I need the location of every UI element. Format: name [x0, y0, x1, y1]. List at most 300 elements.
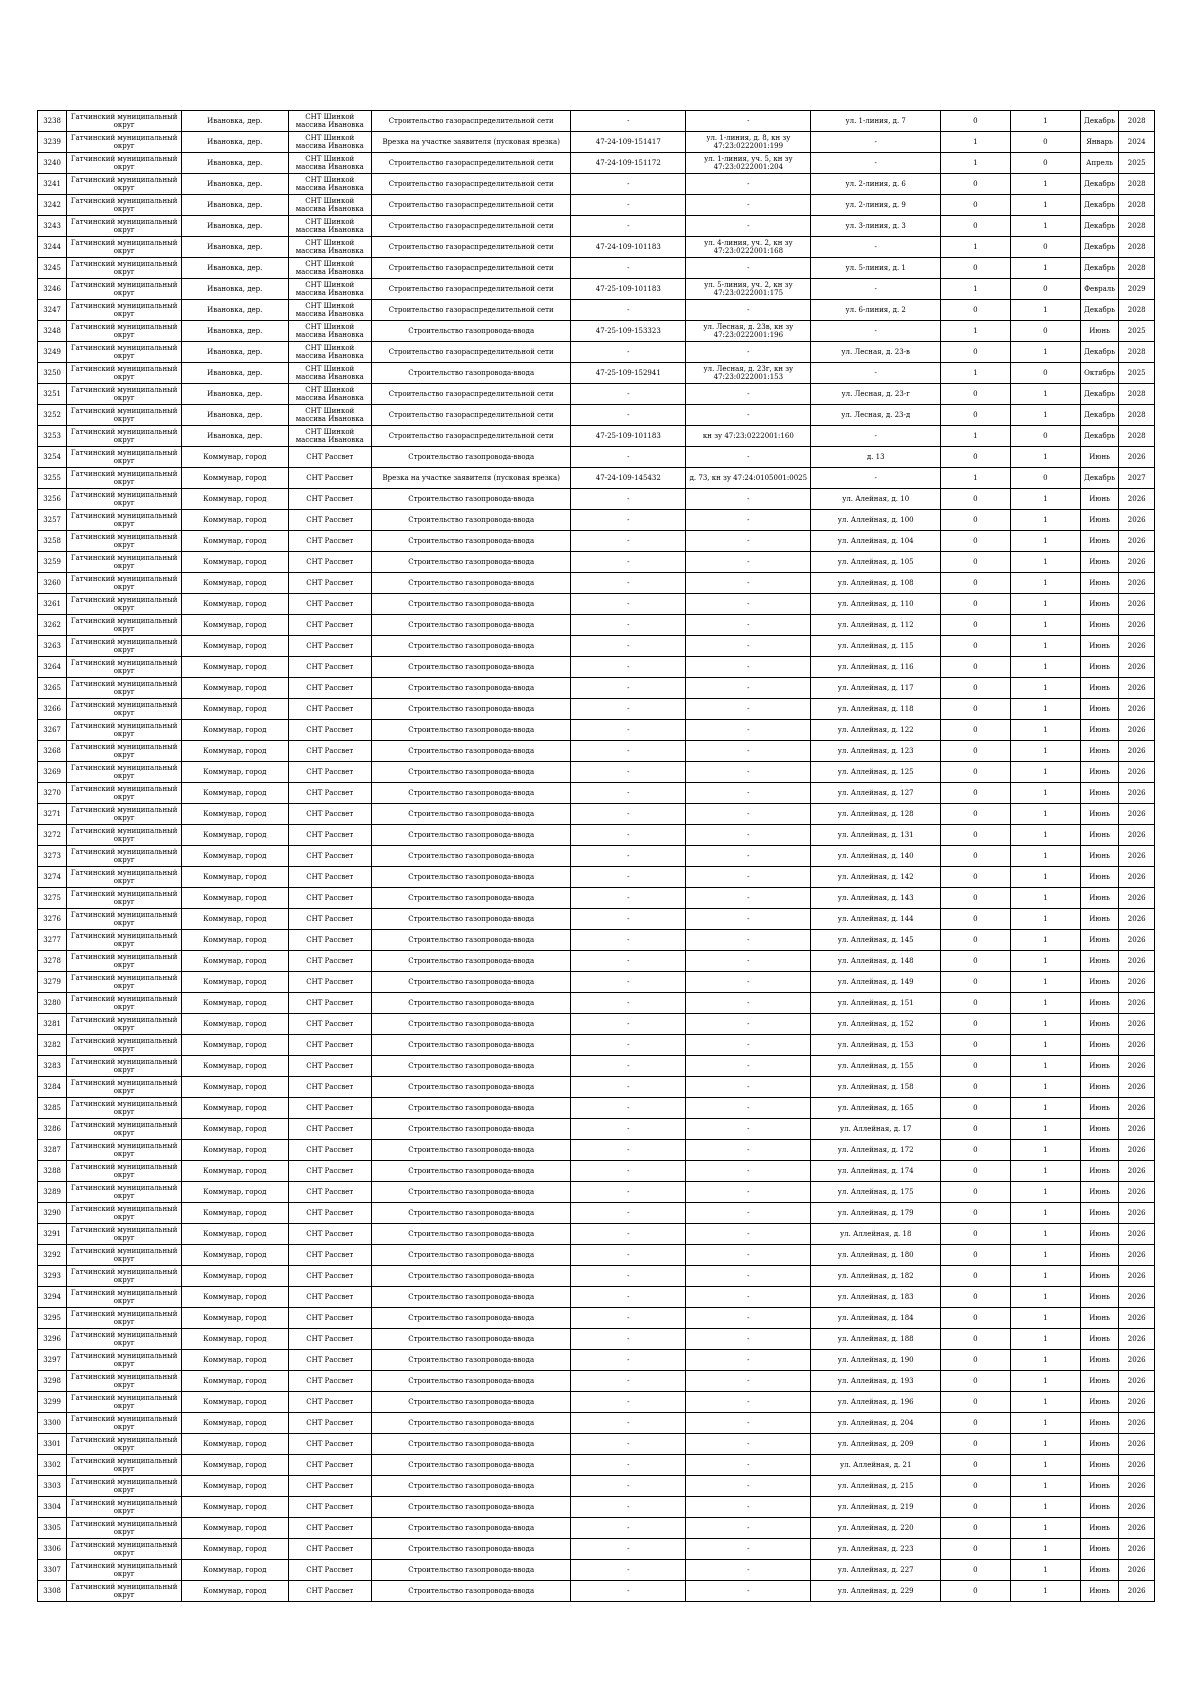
- year-cell: 2026: [1119, 762, 1155, 783]
- cadastral-cell: -: [686, 951, 811, 972]
- settlement-cell: Коммунар, город: [182, 1497, 288, 1518]
- cadastral-cell: -: [686, 1518, 811, 1539]
- flag-a-cell: 0: [940, 1098, 1010, 1119]
- table-row: [38, 657, 1155, 678]
- year-cell: 2026: [1119, 888, 1155, 909]
- application-number-cell: 47-24-109-101183: [571, 237, 686, 258]
- application-number-cell: 47-25-109-152941: [571, 363, 686, 384]
- district-cell: Гатчинский муниципальный округ: [67, 615, 182, 636]
- table-row: [38, 699, 1155, 720]
- settlement-cell: Коммунар, город: [182, 468, 288, 489]
- application-number-cell: -: [571, 489, 686, 510]
- settlement-cell: Коммунар, город: [182, 1035, 288, 1056]
- settlement-cell: Коммунар, город: [182, 825, 288, 846]
- flag-b-cell: 1: [1010, 1182, 1080, 1203]
- cadastral-cell: -: [686, 447, 811, 468]
- flag-b-cell: 1: [1010, 1161, 1080, 1182]
- settlement-cell: Коммунар, город: [182, 762, 288, 783]
- year-cell: 2028: [1119, 258, 1155, 279]
- table-row: [38, 531, 1155, 552]
- application-number-cell: -: [571, 1014, 686, 1035]
- flag-a-cell: 0: [940, 825, 1010, 846]
- snt-cell: СНТ Рассвет: [288, 1308, 372, 1329]
- row-number-cell: 3302: [38, 1455, 67, 1476]
- application-number-cell: -: [571, 1518, 686, 1539]
- flag-b-cell: 0: [1010, 426, 1080, 447]
- work-type-cell: Строительство газопровода-ввода: [372, 1308, 571, 1329]
- district-cell: Гатчинский муниципальный округ: [67, 972, 182, 993]
- row-number-cell: 3293: [38, 1266, 67, 1287]
- work-type-cell: Строительство газопровода-ввода: [372, 930, 571, 951]
- month-cell: Июнь: [1080, 972, 1119, 993]
- row-number-cell: 3264: [38, 657, 67, 678]
- row-number-cell: 3260: [38, 573, 67, 594]
- address-cell: ул. Аллейная, д. 183: [811, 1287, 940, 1308]
- flag-a-cell: 0: [940, 1308, 1010, 1329]
- settlement-cell: Ивановка, дер.: [182, 405, 288, 426]
- work-type-cell: Строительство газораспределительной сети: [372, 174, 571, 195]
- table-row: [38, 1140, 1155, 1161]
- work-type-cell: Строительство газопровода-ввода: [372, 1119, 571, 1140]
- month-cell: Декабрь: [1080, 237, 1119, 258]
- district-cell: Гатчинский муниципальный округ: [67, 867, 182, 888]
- snt-cell: СНТ Шинкой массива Ивановка: [288, 195, 372, 216]
- table-row: [38, 993, 1155, 1014]
- year-cell: 2026: [1119, 1455, 1155, 1476]
- snt-cell: СНТ Шинкой массива Ивановка: [288, 321, 372, 342]
- cadastral-cell: -: [686, 405, 811, 426]
- month-cell: Декабрь: [1080, 258, 1119, 279]
- flag-b-cell: 1: [1010, 1035, 1080, 1056]
- work-type-cell: Строительство газопровода-ввода: [372, 1518, 571, 1539]
- cadastral-cell: -: [686, 993, 811, 1014]
- row-number-cell: 3252: [38, 405, 67, 426]
- address-cell: ул. Лесная, д. 23-д: [811, 405, 940, 426]
- snt-cell: СНТ Рассвет: [288, 1077, 372, 1098]
- work-type-cell: Строительство газопровода-ввода: [372, 1098, 571, 1119]
- work-type-cell: Строительство газопровода-ввода: [372, 1140, 571, 1161]
- snt-cell: СНТ Рассвет: [288, 1371, 372, 1392]
- district-cell: Гатчинский муниципальный округ: [67, 342, 182, 363]
- settlement-cell: Ивановка, дер.: [182, 174, 288, 195]
- district-cell: Гатчинский муниципальный округ: [67, 300, 182, 321]
- flag-b-cell: 1: [1010, 405, 1080, 426]
- flag-b-cell: 1: [1010, 195, 1080, 216]
- flag-b-cell: 1: [1010, 1077, 1080, 1098]
- year-cell: 2026: [1119, 1581, 1155, 1602]
- year-cell: 2026: [1119, 657, 1155, 678]
- cadastral-cell: -: [686, 1182, 811, 1203]
- cadastral-cell: -: [686, 1245, 811, 1266]
- month-cell: Июнь: [1080, 993, 1119, 1014]
- flag-b-cell: 1: [1010, 1518, 1080, 1539]
- flag-b-cell: 1: [1010, 741, 1080, 762]
- snt-cell: СНТ Рассвет: [288, 825, 372, 846]
- cadastral-cell: -: [686, 1119, 811, 1140]
- settlement-cell: Коммунар, город: [182, 447, 288, 468]
- row-number-cell: 3284: [38, 1077, 67, 1098]
- row-number-cell: 3294: [38, 1287, 67, 1308]
- year-cell: 2026: [1119, 1497, 1155, 1518]
- flag-b-cell: 1: [1010, 993, 1080, 1014]
- flag-b-cell: 1: [1010, 1224, 1080, 1245]
- work-type-cell: Строительство газопровода-ввода: [372, 804, 571, 825]
- flag-a-cell: 0: [940, 1140, 1010, 1161]
- settlement-cell: Коммунар, город: [182, 804, 288, 825]
- flag-a-cell: 0: [940, 1329, 1010, 1350]
- district-cell: Гатчинский муниципальный округ: [67, 1497, 182, 1518]
- work-type-cell: Строительство газопровода-ввода: [372, 783, 571, 804]
- application-number-cell: -: [571, 552, 686, 573]
- cadastral-cell: -: [686, 342, 811, 363]
- settlement-cell: Коммунар, город: [182, 573, 288, 594]
- month-cell: Июнь: [1080, 1560, 1119, 1581]
- address-cell: ул. Аллейная, д. 140: [811, 846, 940, 867]
- cadastral-cell: -: [686, 1035, 811, 1056]
- cadastral-cell: -: [686, 573, 811, 594]
- year-cell: 2026: [1119, 1119, 1155, 1140]
- cadastral-cell: -: [686, 615, 811, 636]
- settlement-cell: Коммунар, город: [182, 783, 288, 804]
- row-number-cell: 3258: [38, 531, 67, 552]
- flag-b-cell: 1: [1010, 489, 1080, 510]
- cadastral-cell: -: [686, 636, 811, 657]
- cadastral-cell: -: [686, 1581, 811, 1602]
- month-cell: Июнь: [1080, 1140, 1119, 1161]
- cadastral-cell: -: [686, 1056, 811, 1077]
- row-number-cell: 3279: [38, 972, 67, 993]
- flag-a-cell: 1: [940, 426, 1010, 447]
- flag-a-cell: 0: [940, 846, 1010, 867]
- row-number-cell: 3262: [38, 615, 67, 636]
- district-cell: Гатчинский муниципальный округ: [67, 1434, 182, 1455]
- application-number-cell: -: [571, 867, 686, 888]
- address-cell: ул. 5-линия, д. 1: [811, 258, 940, 279]
- month-cell: Декабрь: [1080, 300, 1119, 321]
- address-cell: ул. Аллейная, д. 220: [811, 1518, 940, 1539]
- settlement-cell: Коммунар, город: [182, 615, 288, 636]
- cadastral-cell: -: [686, 699, 811, 720]
- flag-b-cell: 1: [1010, 594, 1080, 615]
- work-type-cell: Строительство газораспределительной сети: [372, 384, 571, 405]
- application-number-cell: -: [571, 594, 686, 615]
- table-row: [38, 573, 1155, 594]
- address-cell: ул. Аллейная, д. 223: [811, 1539, 940, 1560]
- month-cell: Июнь: [1080, 846, 1119, 867]
- district-cell: Гатчинский муниципальный округ: [67, 237, 182, 258]
- district-cell: Гатчинский муниципальный округ: [67, 426, 182, 447]
- snt-cell: СНТ Рассвет: [288, 1434, 372, 1455]
- address-cell: ул. Аллейная, д. 204: [811, 1413, 940, 1434]
- flag-a-cell: 0: [940, 1056, 1010, 1077]
- application-number-cell: -: [571, 1497, 686, 1518]
- address-cell: -: [811, 321, 940, 342]
- cadastral-cell: -: [686, 552, 811, 573]
- year-cell: 2026: [1119, 594, 1155, 615]
- row-number-cell: 3266: [38, 699, 67, 720]
- district-cell: Гатчинский муниципальный округ: [67, 216, 182, 237]
- cadastral-cell: -: [686, 216, 811, 237]
- year-cell: 2026: [1119, 447, 1155, 468]
- year-cell: 2028: [1119, 342, 1155, 363]
- table-row: [38, 825, 1155, 846]
- snt-cell: СНТ Шинкой массива Ивановка: [288, 342, 372, 363]
- flag-a-cell: 0: [940, 636, 1010, 657]
- flag-a-cell: 0: [940, 699, 1010, 720]
- flag-a-cell: 0: [940, 1350, 1010, 1371]
- row-number-cell: 3254: [38, 447, 67, 468]
- year-cell: 2026: [1119, 1056, 1155, 1077]
- flag-b-cell: 1: [1010, 573, 1080, 594]
- year-cell: 2026: [1119, 1098, 1155, 1119]
- flag-a-cell: 0: [940, 489, 1010, 510]
- work-type-cell: Строительство газопровода-ввода: [372, 657, 571, 678]
- flag-b-cell: 0: [1010, 321, 1080, 342]
- row-number-cell: 3278: [38, 951, 67, 972]
- flag-b-cell: 1: [1010, 1098, 1080, 1119]
- flag-a-cell: 0: [940, 195, 1010, 216]
- snt-cell: СНТ Рассвет: [288, 846, 372, 867]
- district-cell: Гатчинский муниципальный округ: [67, 594, 182, 615]
- snt-cell: СНТ Рассвет: [288, 1329, 372, 1350]
- month-cell: Июнь: [1080, 1224, 1119, 1245]
- work-type-cell: Строительство газопровода-ввода: [372, 1497, 571, 1518]
- row-number-cell: 3247: [38, 300, 67, 321]
- cadastral-cell: -: [686, 846, 811, 867]
- application-number-cell: -: [571, 1266, 686, 1287]
- table-row: [38, 1014, 1155, 1035]
- district-cell: Гатчинский муниципальный округ: [67, 1455, 182, 1476]
- flag-b-cell: 1: [1010, 447, 1080, 468]
- work-type-cell: Строительство газопровода-ввода: [372, 510, 571, 531]
- flag-b-cell: 0: [1010, 363, 1080, 384]
- district-cell: Гатчинский муниципальный округ: [67, 258, 182, 279]
- cadastral-cell: -: [686, 300, 811, 321]
- application-number-cell: -: [571, 1392, 686, 1413]
- table-row: [38, 1056, 1155, 1077]
- application-number-cell: -: [571, 447, 686, 468]
- table-row: [38, 762, 1155, 783]
- year-cell: 2028: [1119, 195, 1155, 216]
- row-number-cell: 3244: [38, 237, 67, 258]
- flag-a-cell: 1: [940, 132, 1010, 153]
- address-cell: ул. Аллейная, д. 115: [811, 636, 940, 657]
- month-cell: Июнь: [1080, 1056, 1119, 1077]
- address-cell: ул. 1-линия, д. 7: [811, 111, 940, 132]
- cadastral-cell: кн зу 47:23:0222001:160: [686, 426, 811, 447]
- flag-a-cell: 0: [940, 573, 1010, 594]
- month-cell: Июнь: [1080, 867, 1119, 888]
- month-cell: Декабрь: [1080, 195, 1119, 216]
- cadastral-cell: -: [686, 783, 811, 804]
- work-type-cell: Строительство газопровода-ввода: [372, 993, 571, 1014]
- district-cell: Гатчинский муниципальный округ: [67, 363, 182, 384]
- flag-a-cell: 0: [940, 1035, 1010, 1056]
- address-cell: ул. Аллейная, д. 149: [811, 972, 940, 993]
- application-number-cell: -: [571, 1287, 686, 1308]
- application-number-cell: -: [571, 783, 686, 804]
- year-cell: 2026: [1119, 1203, 1155, 1224]
- settlement-cell: Ивановка, дер.: [182, 279, 288, 300]
- settlement-cell: Коммунар, город: [182, 1308, 288, 1329]
- settlement-cell: Коммунар, город: [182, 1518, 288, 1539]
- row-number-cell: 3267: [38, 720, 67, 741]
- district-cell: Гатчинский муниципальный округ: [67, 111, 182, 132]
- month-cell: Июнь: [1080, 741, 1119, 762]
- flag-a-cell: 0: [940, 615, 1010, 636]
- district-cell: Гатчинский муниципальный округ: [67, 1539, 182, 1560]
- work-type-cell: Строительство газопровода-ввода: [372, 1035, 571, 1056]
- row-number-cell: 3290: [38, 1203, 67, 1224]
- month-cell: Декабрь: [1080, 174, 1119, 195]
- address-cell: -: [811, 363, 940, 384]
- address-cell: ул. Аллейная, д. 179: [811, 1203, 940, 1224]
- month-cell: Июнь: [1080, 510, 1119, 531]
- application-number-cell: -: [571, 1203, 686, 1224]
- settlement-cell: Ивановка, дер.: [182, 300, 288, 321]
- district-cell: Гатчинский муниципальный округ: [67, 783, 182, 804]
- month-cell: Июнь: [1080, 1329, 1119, 1350]
- work-type-cell: Строительство газопровода-ввода: [372, 867, 571, 888]
- district-cell: Гатчинский муниципальный округ: [67, 1014, 182, 1035]
- year-cell: 2026: [1119, 510, 1155, 531]
- flag-b-cell: 0: [1010, 468, 1080, 489]
- district-cell: Гатчинский муниципальный округ: [67, 720, 182, 741]
- flag-b-cell: 1: [1010, 1539, 1080, 1560]
- table-row: [38, 846, 1155, 867]
- flag-b-cell: 1: [1010, 1287, 1080, 1308]
- snt-cell: СНТ Рассвет: [288, 762, 372, 783]
- month-cell: Июнь: [1080, 447, 1119, 468]
- month-cell: Июнь: [1080, 636, 1119, 657]
- cadastral-cell: -: [686, 531, 811, 552]
- settlement-cell: Ивановка, дер.: [182, 195, 288, 216]
- settlement-cell: Коммунар, город: [182, 594, 288, 615]
- month-cell: Июнь: [1080, 1518, 1119, 1539]
- address-cell: ул. Аллейная, д. 105: [811, 552, 940, 573]
- address-cell: ул. 2-линия, д. 6: [811, 174, 940, 195]
- flag-a-cell: 1: [940, 153, 1010, 174]
- year-cell: 2026: [1119, 1035, 1155, 1056]
- flag-a-cell: 0: [940, 1245, 1010, 1266]
- settlement-cell: Коммунар, город: [182, 1077, 288, 1098]
- work-type-cell: Строительство газопровода-ввода: [372, 951, 571, 972]
- flag-a-cell: 1: [940, 237, 1010, 258]
- work-type-cell: Строительство газопровода-ввода: [372, 636, 571, 657]
- flag-b-cell: 1: [1010, 1329, 1080, 1350]
- year-cell: 2026: [1119, 993, 1155, 1014]
- settlement-cell: Коммунар, город: [182, 1056, 288, 1077]
- table-row: [38, 1035, 1155, 1056]
- address-cell: ул. Лесная, д. 23-г: [811, 384, 940, 405]
- month-cell: Июнь: [1080, 594, 1119, 615]
- row-number-cell: 3274: [38, 867, 67, 888]
- flag-a-cell: 0: [940, 1539, 1010, 1560]
- year-cell: 2026: [1119, 825, 1155, 846]
- settlement-cell: Коммунар, город: [182, 1182, 288, 1203]
- row-number-cell: 3285: [38, 1098, 67, 1119]
- work-type-cell: Строительство газопровода-ввода: [372, 1161, 571, 1182]
- district-cell: Гатчинский муниципальный округ: [67, 321, 182, 342]
- snt-cell: СНТ Рассвет: [288, 783, 372, 804]
- row-number-cell: 3308: [38, 1581, 67, 1602]
- flag-b-cell: 1: [1010, 1392, 1080, 1413]
- row-number-cell: 3281: [38, 1014, 67, 1035]
- flag-a-cell: 0: [940, 1161, 1010, 1182]
- address-cell: ул. Аллейная, д. 100: [811, 510, 940, 531]
- table-row: [38, 321, 1155, 342]
- application-number-cell: -: [571, 846, 686, 867]
- year-cell: 2026: [1119, 1350, 1155, 1371]
- application-number-cell: -: [571, 1455, 686, 1476]
- snt-cell: СНТ Рассвет: [288, 1056, 372, 1077]
- cadastral-cell: -: [686, 1161, 811, 1182]
- settlement-cell: Ивановка, дер.: [182, 258, 288, 279]
- address-cell: ул. Аллейная, д. 193: [811, 1371, 940, 1392]
- address-cell: ул. Аллейная, д. 184: [811, 1308, 940, 1329]
- address-cell: ул. Аллейная, д. 118: [811, 699, 940, 720]
- snt-cell: СНТ Рассвет: [288, 720, 372, 741]
- flag-b-cell: 1: [1010, 111, 1080, 132]
- year-cell: 2026: [1119, 1245, 1155, 1266]
- address-cell: -: [811, 153, 940, 174]
- table-row: [38, 1434, 1155, 1455]
- table-row: [38, 1098, 1155, 1119]
- work-type-cell: Врезка на участке заявителя (пусковая врезка): [372, 132, 571, 153]
- settlement-cell: Коммунар, город: [182, 846, 288, 867]
- district-cell: Гатчинский муниципальный округ: [67, 888, 182, 909]
- row-number-cell: 3245: [38, 258, 67, 279]
- flag-a-cell: 0: [940, 930, 1010, 951]
- flag-b-cell: 1: [1010, 720, 1080, 741]
- settlement-cell: Коммунар, город: [182, 1413, 288, 1434]
- year-cell: 2028: [1119, 174, 1155, 195]
- table-row: [38, 1539, 1155, 1560]
- snt-cell: СНТ Рассвет: [288, 1224, 372, 1245]
- district-cell: Гатчинский муниципальный округ: [67, 657, 182, 678]
- snt-cell: СНТ Рассвет: [288, 741, 372, 762]
- settlement-cell: Коммунар, город: [182, 930, 288, 951]
- address-cell: ул. Аллейная, д. 142: [811, 867, 940, 888]
- table-row: [38, 1560, 1155, 1581]
- flag-a-cell: 0: [940, 531, 1010, 552]
- table-row: [38, 237, 1155, 258]
- settlement-cell: Коммунар, город: [182, 531, 288, 552]
- district-cell: Гатчинский муниципальный округ: [67, 1581, 182, 1602]
- settlement-cell: Коммунар, город: [182, 1581, 288, 1602]
- settlement-cell: Коммунар, город: [182, 741, 288, 762]
- row-number-cell: 3299: [38, 1392, 67, 1413]
- flag-a-cell: 0: [940, 216, 1010, 237]
- application-number-cell: -: [571, 951, 686, 972]
- flag-b-cell: 1: [1010, 1119, 1080, 1140]
- row-number-cell: 3239: [38, 132, 67, 153]
- table-row: [38, 552, 1155, 573]
- flag-a-cell: 0: [940, 1413, 1010, 1434]
- settlement-cell: Коммунар, город: [182, 1245, 288, 1266]
- row-number-cell: 3300: [38, 1413, 67, 1434]
- address-cell: ул. Аллейная, д. 158: [811, 1077, 940, 1098]
- settlement-cell: Ивановка, дер.: [182, 426, 288, 447]
- year-cell: 2026: [1119, 1140, 1155, 1161]
- month-cell: Декабрь: [1080, 426, 1119, 447]
- table-row: [38, 972, 1155, 993]
- application-number-cell: -: [571, 384, 686, 405]
- address-cell: ул. Аллейная, д. 104: [811, 531, 940, 552]
- address-cell: ул. Аллейная, д. 143: [811, 888, 940, 909]
- flag-a-cell: 0: [940, 1014, 1010, 1035]
- year-cell: 2026: [1119, 951, 1155, 972]
